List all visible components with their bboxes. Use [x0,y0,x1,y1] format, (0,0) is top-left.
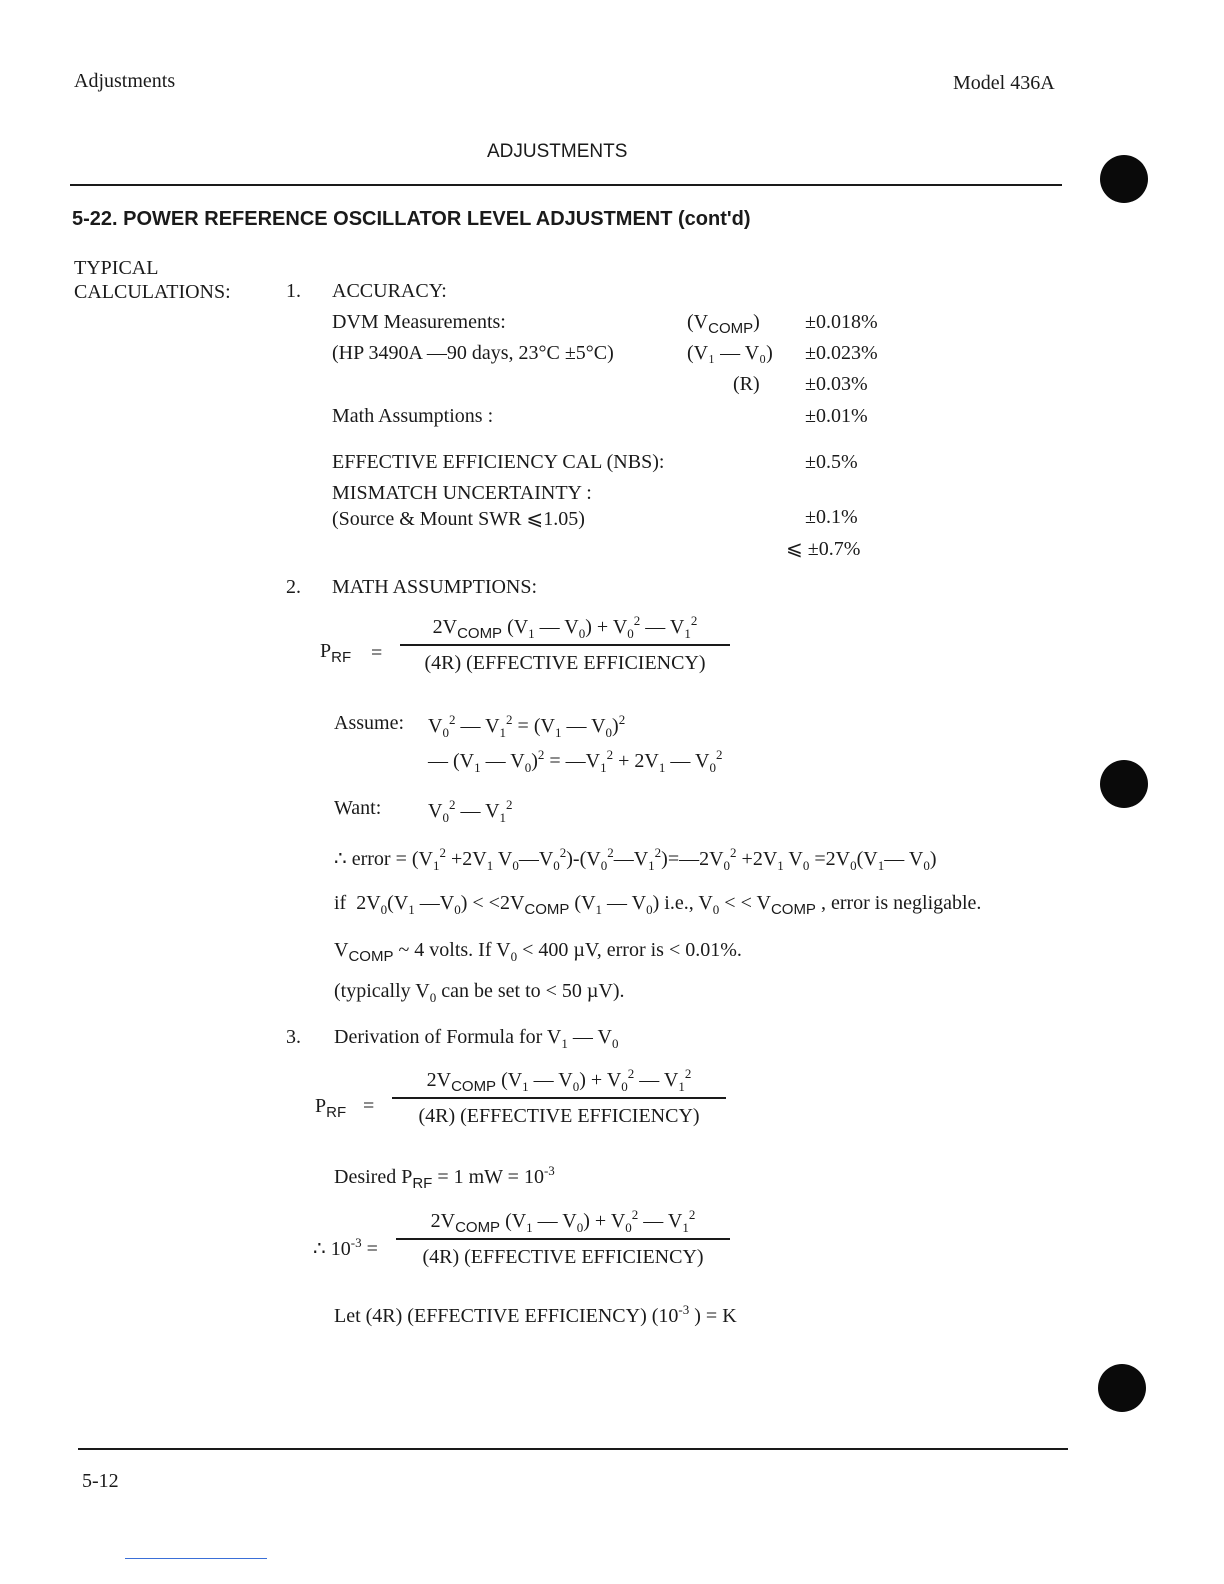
dvm-item-vcomp: $(V_{COMP})$ [687,311,760,337]
dvm-condition: (HP 3490A —90 days, 23°C ±5°C) [332,342,614,364]
assume-label: Assume: [334,712,404,734]
math-assumptions-value: ±0.01% [805,405,868,427]
page-number: 5-12 [82,1470,119,1492]
prf-denominator: (4R) (EFFECTIVE EFFICIENCY) [400,644,730,675]
total-accuracy: ⩽ ±0.7% [786,538,861,560]
item-3-title: Derivation of Formula for $V_1$ — $V_0$ [334,1026,619,1051]
let-k-statement: Let (4R) (EFFECTIVE EFFICIENCY) ($10^{-3}$ ) = K [334,1302,737,1327]
prf-fraction [400,613,730,675]
prf-symbol-2: $P_{RF}$ [315,1095,347,1121]
item-3-number: 3. [286,1026,301,1048]
binder-hole-bottom [1098,1364,1146,1412]
want-label: Want: [334,797,382,819]
mismatch-label: MISMATCH UNCERTAINTY : [332,482,592,504]
derivation-numerator: $2V_{COMP}$ ($V_1$ — $V_0) + V_0^2$ — $V_1^2$ [430,1207,696,1236]
header-left: Adjustments [74,70,176,92]
dvm-label: DVM Measurements: [332,311,506,333]
prf-fraction-2 [392,1066,726,1128]
header-right: Model 436A [953,72,1055,94]
assume-equation-2: — ($V_1$ — $V_0)^2$ = $—V_1^2 + 2V_1$ — $V_0^2$ [428,747,723,775]
footer-link-underline [125,1558,267,1559]
item-1-number: 1. [286,280,301,302]
assume-equation-1: $V_0^2$ — $V_1^2 = (V_1$ — $V_0)^2$ [428,712,626,740]
binder-hole-top [1100,155,1148,203]
therefore-lhs: ∴ $10^{-3}$ = [313,1235,378,1260]
equals-sign-2: = [363,1095,375,1117]
binder-hole-middle [1100,760,1148,808]
side-label-line2: CALCULATIONS: [74,281,231,303]
typically-note: (typically $V_0$ can be set to < 50 µV). [334,980,625,1005]
item-2-number: 2. [286,576,301,598]
error-equation: ∴ error = ($V_1^2 +2V_1$ $V_0—V_0^2)-(V_0^2—V_1^2)=—2V_0^2 +2V_1$ $V_0$ $=2V_0(V_1—$ $V_0$) [334,845,937,873]
want-equation: $V_0^2$ — $V_1^2$ [428,797,513,825]
item-2-title: MATH ASSUMPTIONS: [332,576,538,598]
derivation-fraction [396,1207,730,1269]
mismatch-value: ±0.1% [805,506,858,528]
dvm-item-r: (R) [733,373,760,395]
header-rule [70,184,1062,186]
prf-numerator-2: $2V_{COMP}$ ($V_1$ — $V_0) + V_0^2$ — $V_1^2$ [426,1066,692,1095]
mismatch-condition: (Source & Mount SWR ⩽1.05) [332,508,585,530]
math-assumptions-label: Math Assumptions : [332,405,494,427]
prf-denominator-2: (4R) (EFFECTIVE EFFICIENCY) [392,1097,726,1128]
side-label-line1: TYPICAL [74,257,159,279]
prf-symbol: $P_{RF}$ [320,640,352,666]
efficiency-label: EFFECTIVE EFFICIENCY CAL (NBS): [332,451,665,473]
desired-prf: Desired $P_{RF} = 1$ mW = $10^{-3}$ [334,1163,555,1192]
dvm-item-v1-v0: (V₁ — V₀) [687,342,773,364]
if-condition: if $2V_0(V_1$ $—V_0) < <2V_{COMP}$ ($V_1$ — $V_0$) i.e., $V_0$ < < $V_{COMP}$ , error is negligable. [334,892,982,918]
derivation-denominator: (4R) (EFFECTIVE EFFICIENCY) [396,1238,730,1269]
item-1-title: ACCURACY: [332,280,447,302]
dvm-value-v1-v0: ±0.023% [805,342,878,364]
equals-sign: = [371,642,383,664]
page-title: ADJUSTMENTS [487,141,628,162]
efficiency-value: ±0.5% [805,451,858,473]
footer-rule [78,1448,1068,1450]
prf-numerator: $2V_{COMP}$ ($V_1$ — $V_0) + V_0^2$ — $V_1^2$ [432,613,698,642]
dvm-value-r: ±0.03% [805,373,868,395]
dvm-value-vcomp: ±0.018% [805,311,878,333]
vcomp-statement: $V_{COMP}$ ~ 4 volts. If $V_0 < 400$ µV, error is < 0.01%. [334,939,742,965]
section-heading: 5-22. POWER REFERENCE OSCILLATOR LEVEL ADJUSTMENT (cont'd) [72,208,751,230]
